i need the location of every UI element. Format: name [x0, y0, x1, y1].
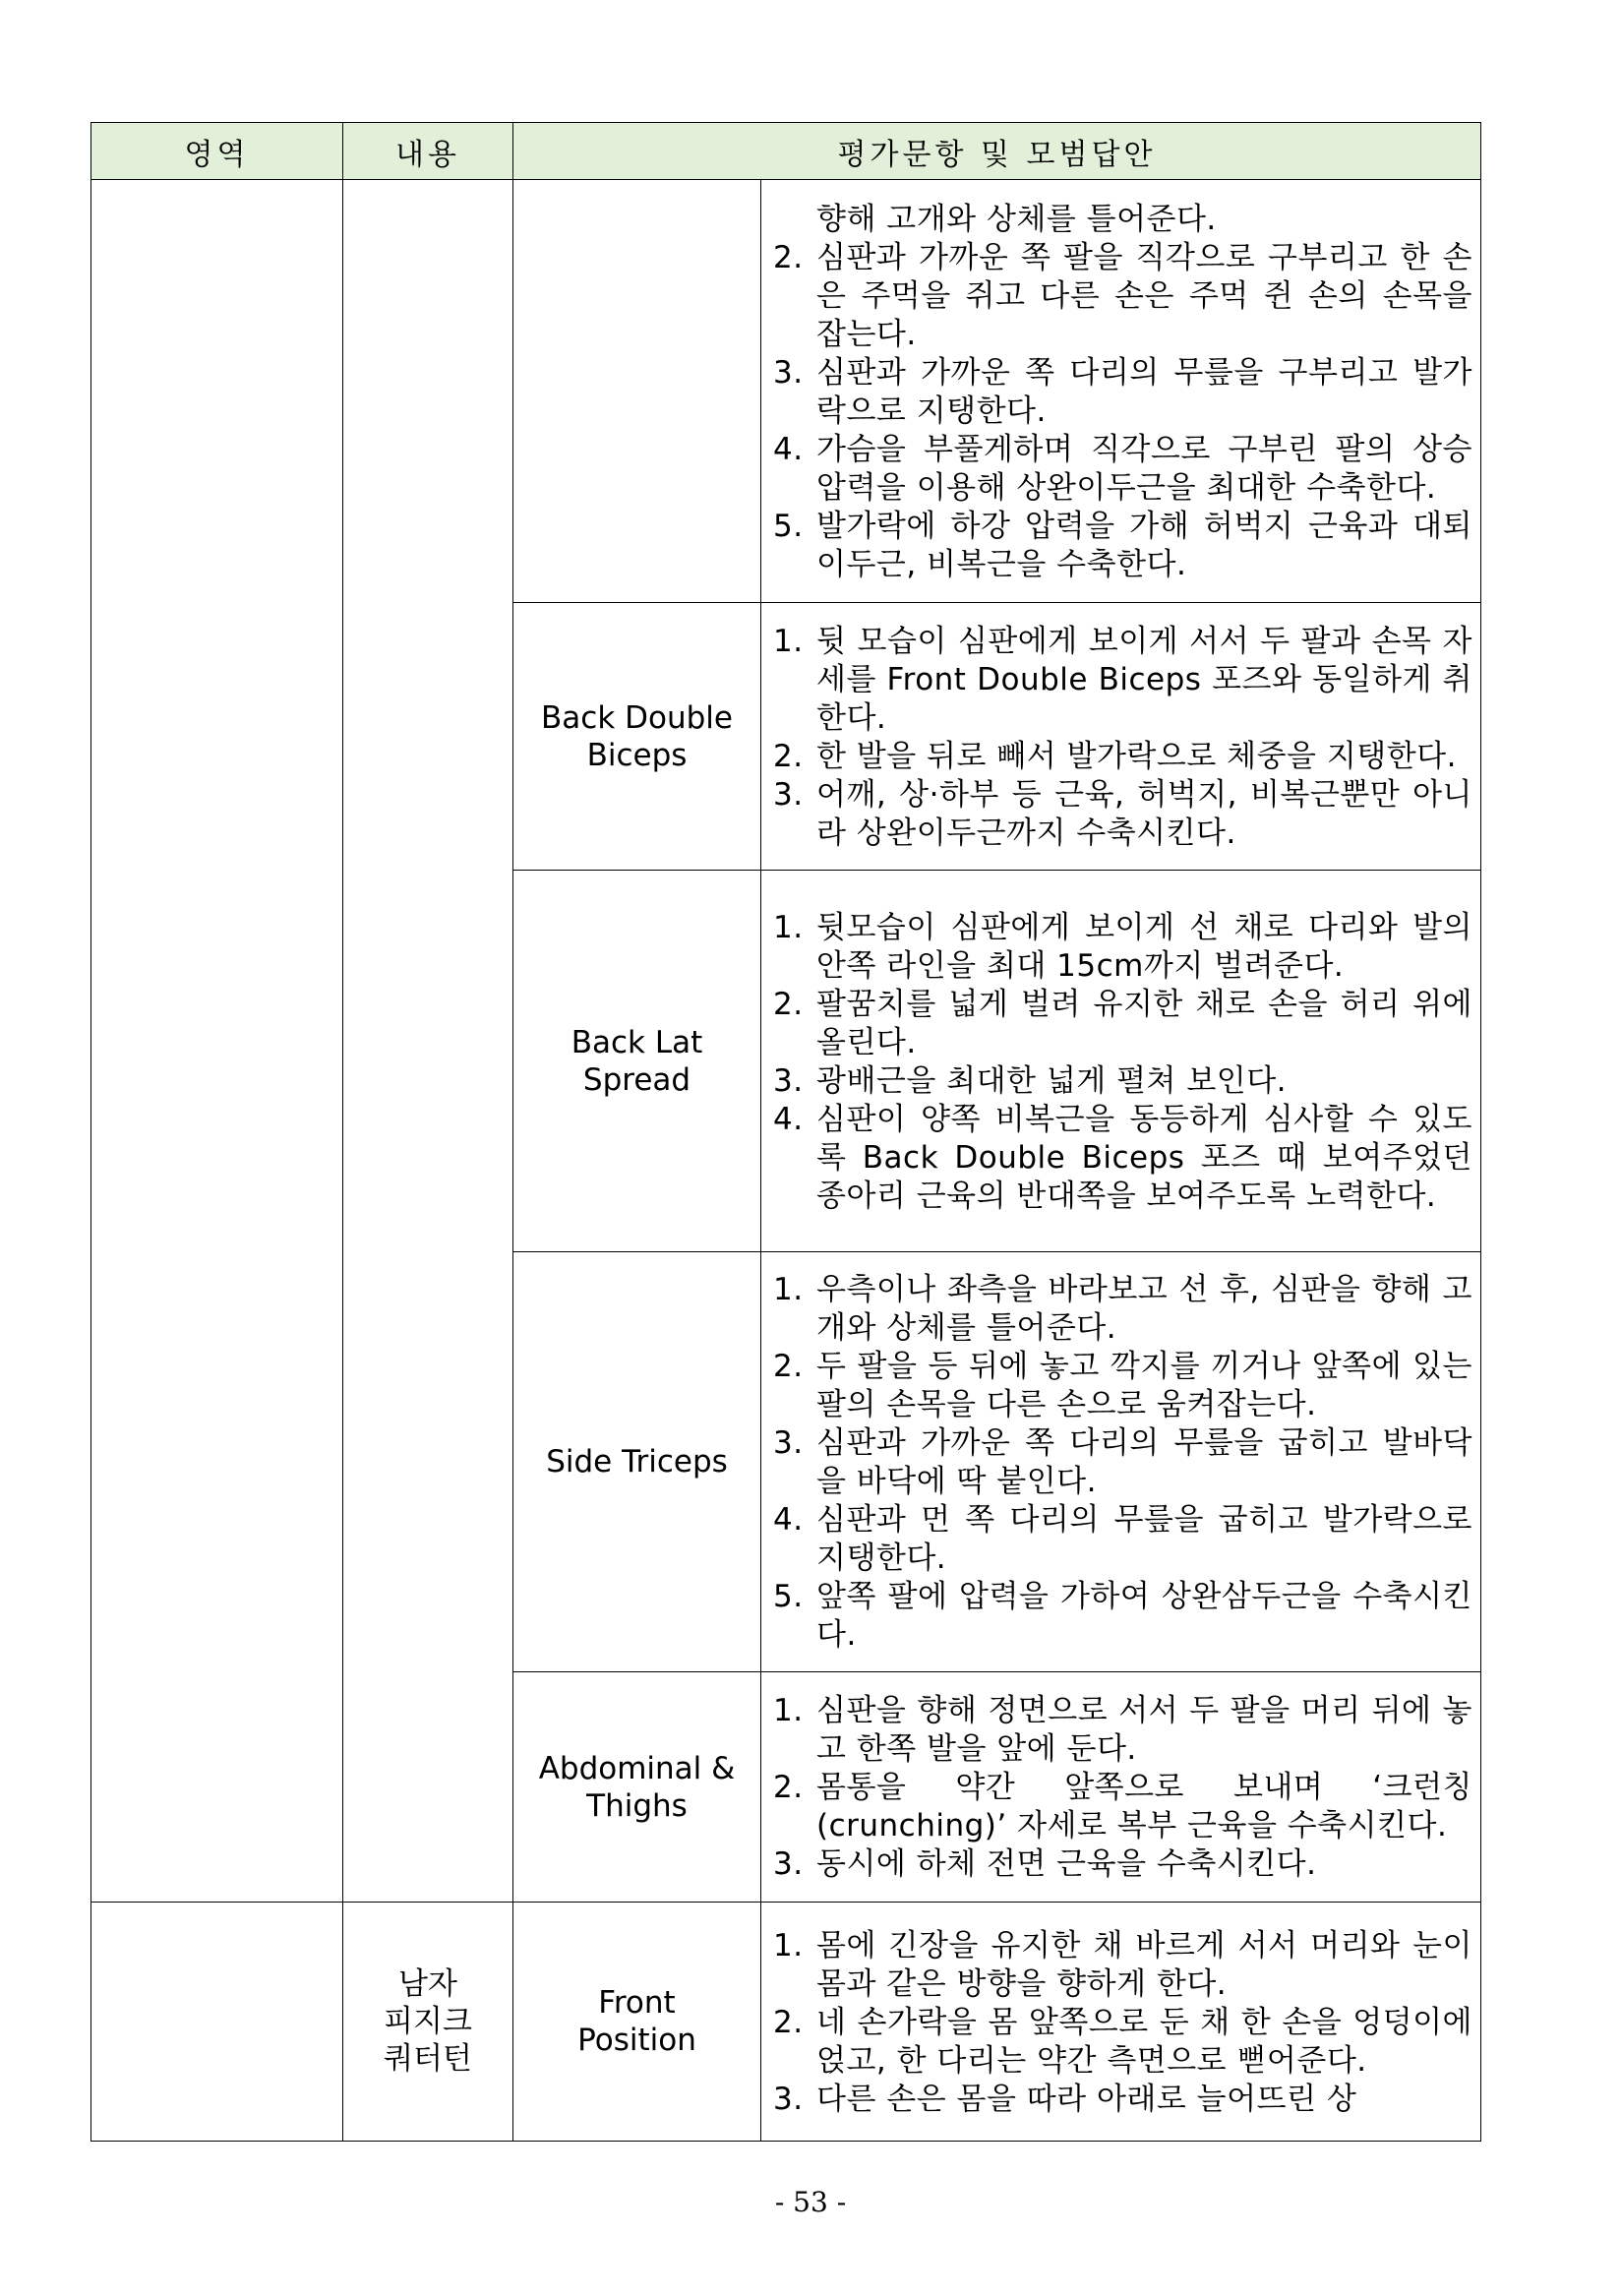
item-number: 2. [773, 986, 804, 1022]
item-text: 뒷모습이 심판에게 보이게 선 채로 다리와 발의 안쪽 라인을 최대 15cm까지 벌려준다. [816, 909, 1472, 984]
item-text: 심판과 가까운 쪽 다리의 무릎을 구부리고 발가락으로 지탱한다. [816, 354, 1472, 429]
list-item [773, 738, 1472, 776]
item-text: 우측이나 좌측을 바라보고 선 후, 심판을 향해 고개와 상체를 틀어준다. [816, 1272, 1472, 1346]
answer-list [773, 909, 1472, 1216]
page-number: - 53 - [774, 2186, 847, 2218]
item-text: 광배근을 최대한 넓게 펼쳐 보인다. [816, 1062, 1288, 1099]
list-item [773, 1062, 1472, 1101]
answer-cell-continuation [761, 180, 1481, 603]
list-item [773, 1845, 1472, 1884]
list-item [773, 986, 1472, 1062]
content-cell [343, 180, 513, 1903]
table-header-row [91, 123, 1481, 180]
list-item [773, 1501, 1472, 1578]
item-number: 2. [773, 239, 804, 275]
list-item [773, 239, 1472, 354]
answer-cell [761, 1252, 1481, 1672]
item-number: 4. [773, 431, 804, 467]
item-number: 1. [773, 909, 804, 945]
item-text: 팔꿈치를 넓게 벌려 유지한 채로 손을 허리 위에 올린다. [816, 986, 1472, 1060]
item-number: 4. [773, 1502, 804, 1538]
item-number: 2. [773, 1349, 804, 1384]
item-number: 3. [773, 1425, 804, 1461]
answer-list [773, 1692, 1472, 1884]
list-item [773, 1424, 1472, 1501]
item-number: 2. [773, 1770, 804, 1805]
list-item [773, 431, 1472, 508]
answer-list [773, 1927, 1472, 2119]
answer-cell [761, 1903, 1481, 2142]
item-text: 뒷 모습이 심판에게 보이게 서서 두 팔과 손목 자세를 Front Double Biceps 포즈와 동일하게 취한다. [816, 623, 1472, 736]
item-text: 심판과 가까운 쪽 다리의 무릎을 굽히고 발바닥을 바닥에 딱 붙인다. [816, 1425, 1472, 1499]
list-item [773, 508, 1472, 584]
header-evaluation: 평가문항 및 모범답안 [513, 123, 1481, 180]
answer-cell [761, 871, 1481, 1252]
item-number: 3. [773, 1846, 804, 1882]
item-text: 발가락에 하강 압력을 가해 허벅지 근육과 대퇴이두근, 비복근을 수축한다. [816, 508, 1472, 582]
item-number: 1. [773, 1272, 804, 1307]
list-item [773, 1692, 1472, 1769]
item-number: 2. [773, 738, 804, 774]
answer-list [773, 201, 1472, 584]
item-number: 1. [773, 623, 804, 659]
list-item [773, 909, 1472, 986]
table-row-continuation [91, 180, 1481, 603]
pose-cell-empty [513, 180, 761, 603]
item-text: 앞쪽 팔에 압력을 가하여 상완삼두근을 수축시킨다. [816, 1579, 1472, 1653]
item-number: 3. [773, 776, 804, 813]
item-text: 몸통을 약간 앞쪽으로 보내며 ‘크런칭(crunching)’ 자세로 복부 근육을 수축시킨다. [816, 1770, 1472, 1843]
pose-name: Abdominal & Thighs [513, 1672, 761, 1903]
category-name: 남자 피지크 쿼터턴 [343, 1903, 513, 2142]
item-number: 1. [773, 1927, 804, 1964]
list-item [773, 2081, 1472, 2119]
list-item [773, 354, 1472, 431]
item-number: 4. [773, 1101, 804, 1137]
list-item [773, 1271, 1472, 1348]
item-text: 심판과 먼 쪽 다리의 무릎을 굽히고 발가락으로 지탱한다. [816, 1502, 1472, 1576]
answer-cell [761, 603, 1481, 871]
item-number: 5. [773, 508, 804, 544]
header-area: 영역 [91, 123, 343, 180]
evaluation-table [90, 122, 1481, 2142]
pose-name: Back Double Biceps [513, 603, 761, 871]
list-item [773, 776, 1472, 853]
pose-name: Back Lat Spread [513, 871, 761, 1252]
item-text: 두 팔을 등 뒤에 놓고 깍지를 끼거나 앞쪽에 있는 팔의 손목을 다른 손으로 움켜잡는다. [816, 1349, 1472, 1422]
pose-name: Front Position [513, 1903, 761, 2142]
list-item [773, 623, 1472, 738]
list-item [773, 1927, 1472, 2004]
item-text: 가슴을 부풀게하며 직각으로 구부린 팔의 상승 압력을 이용해 상완이두근을 최대한 수축한다. [816, 431, 1472, 506]
header-content: 내용 [343, 123, 513, 180]
table-row-last [91, 1903, 1481, 2142]
item-number: 3. [773, 1062, 804, 1099]
list-item [773, 1769, 1472, 1845]
item-text: 심판과 가까운 쪽 팔을 직각으로 구부리고 한 손은 주먹을 쥐고 다른 손은 주먹 쥔 손의 손목을 잡는다. [816, 239, 1472, 352]
item-text: 심판이 양쪽 비복근을 동등하게 심사할 수 있도록 Back Double Biceps 포즈 때 보여주었던 종아리 근육의 반대쪽을 보여주도록 노력한다. [816, 1101, 1472, 1214]
item-number: 2. [773, 2004, 804, 2040]
answer-list [773, 623, 1472, 853]
list-item [773, 1578, 1472, 1655]
item-number: 5. [773, 1579, 804, 1614]
list-item [773, 1101, 1472, 1216]
item-text: 한 발을 뒤로 빼서 발가락으로 체중을 지탱한다. [816, 738, 1457, 774]
item-text: 심판을 향해 정면으로 서서 두 팔을 머리 뒤에 놓고 한쪽 발을 앞에 둔다. [816, 1693, 1472, 1767]
list-item [773, 1348, 1472, 1424]
answer-cell [761, 1672, 1481, 1903]
item-number: 3. [773, 354, 804, 391]
item-text: 어깨, 상·하부 등 근육, 허벅지, 비복근뿐만 아니라 상완이두근까지 수축시킨다. [816, 776, 1472, 851]
continuation-text: 향해 고개와 상체를 틀어준다. [816, 201, 1217, 237]
item-text: 네 손가락을 몸 앞쪽으로 둔 채 한 손을 엉덩이에 얹고, 한 다리는 약간 측면으로 뻗어준다. [816, 2004, 1472, 2079]
pose-name: Side Triceps [513, 1252, 761, 1672]
item-number: 1. [773, 1693, 804, 1728]
item-text: 몸에 긴장을 유지한 채 바르게 서서 머리와 눈이 몸과 같은 방향을 향하게 한다. [816, 1927, 1472, 2002]
area-cell [91, 180, 343, 1903]
item-number: 3. [773, 2081, 804, 2117]
answer-list [773, 1271, 1472, 1655]
area-cell-last [91, 1903, 343, 2142]
item-text: 다른 손은 몸을 따라 아래로 늘어뜨린 상 [816, 2081, 1357, 2117]
list-item [773, 2004, 1472, 2081]
item-text: 동시에 하체 전면 근육을 수축시킨다. [816, 1846, 1317, 1882]
